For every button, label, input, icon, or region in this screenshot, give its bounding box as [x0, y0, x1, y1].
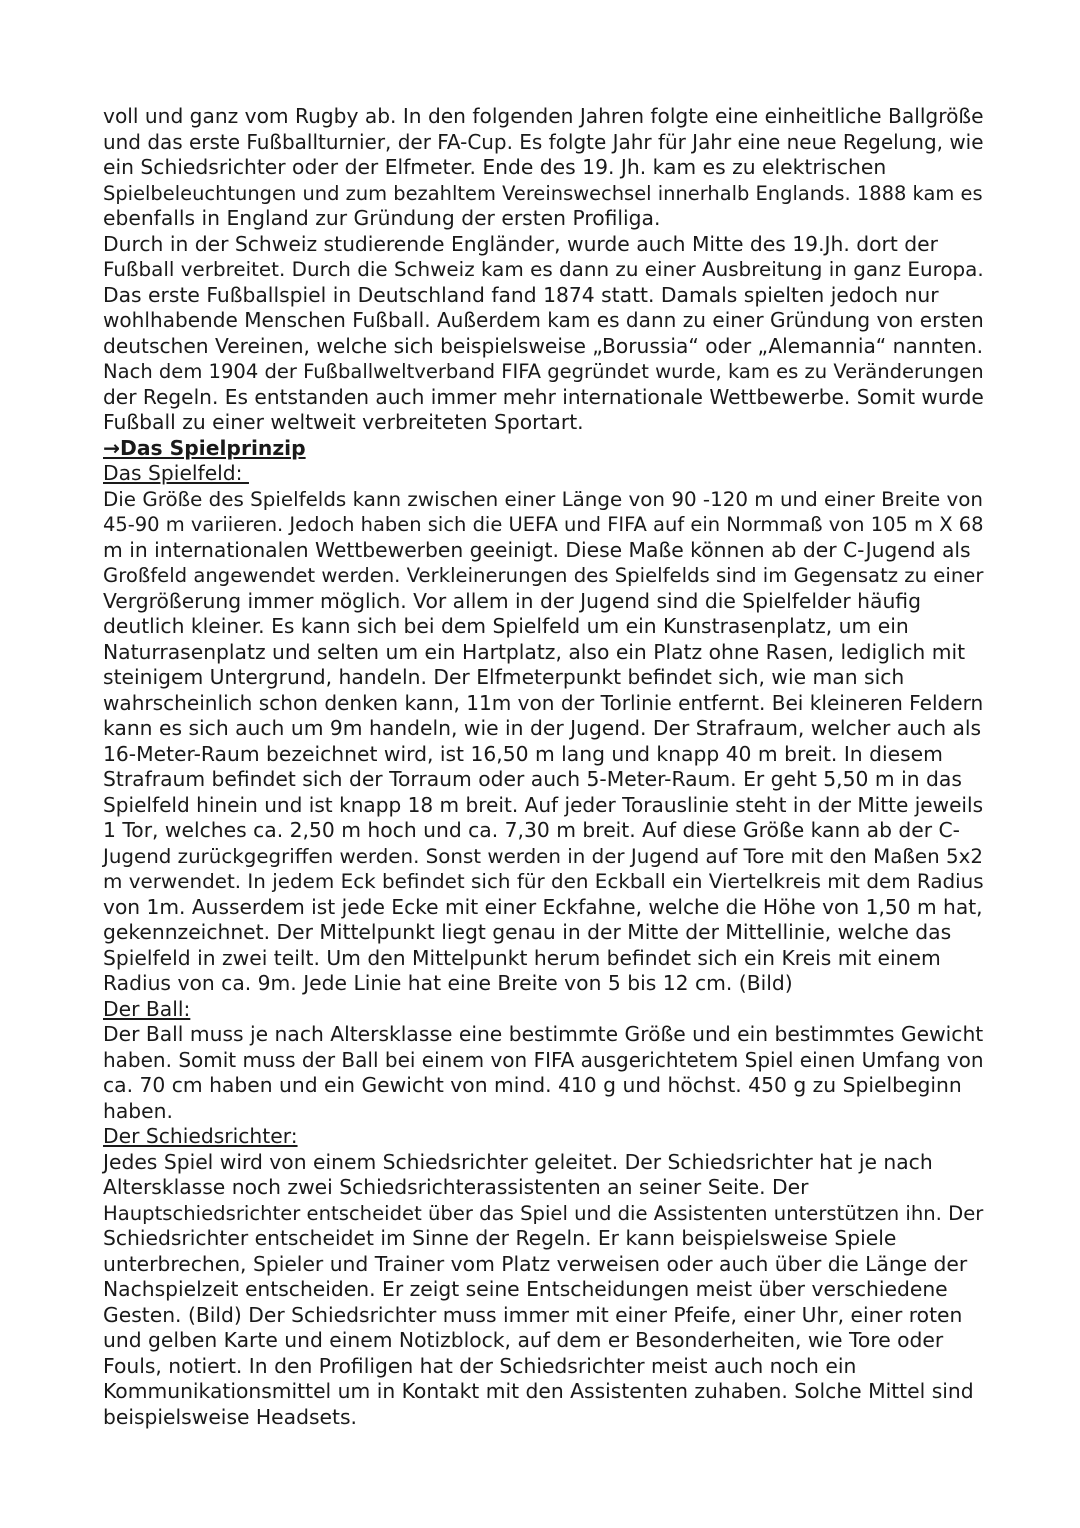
text-line: Spielfeld in zwei teilt. Um den Mittelpunkt herum befindet sich ein Kreis mit einem	[103, 945, 941, 970]
subheading-schiedsrichter: Der Schiedsrichter:	[103, 1124, 298, 1148]
text-line: Hauptschiedsrichter entscheidet über das Spiel und die Assistenten unterstützen ihn. Der	[103, 1201, 984, 1225]
text-line: m in internationalen Wettbewerben geeinigt. Diese Maße können ab der C-Jugend als	[103, 537, 971, 562]
text-line: deutlich kleiner. Es kann sich bei dem Spielfeld um ein Kunstrasenplatz, um ein	[103, 614, 909, 638]
subheading-ball: Der Ball:	[103, 996, 191, 1021]
text-line: 1 Tor, welches ca. 2,50 m hoch und ca. 7,30 m breit. Auf diese Größe kann ab der C-	[103, 818, 960, 842]
text-line: von 1m. Ausserdem ist jede Ecke mit einer Eckfahne, welche die Höhe von 1,50 m hat,	[103, 894, 983, 919]
text-line: Spielbeleuchtungen und zum bezahltem Vereinswechsel innerhalb Englands. 1888 kam es	[103, 181, 983, 205]
document-body	[103, 104, 983, 1430]
text-line: Fouls, notiert. In den Profiligen hat der Schiedsrichter meist auch noch ein	[103, 1353, 857, 1378]
text-line: Nach dem 1904 der Fußballweltverband FIFA gegründet wurde, kam es zu Veränderungen	[103, 360, 984, 383]
text-line: haben.	[103, 1098, 173, 1123]
text-line: haben. Somit muss der Ball bei einem von FIFA ausgerichtetem Spiel einen Umfang von	[103, 1047, 984, 1072]
subheading-spielfeld: Das Spielfeld:	[103, 461, 249, 485]
text-line: Jedes Spiel wird von einem Schiedsrichter geleitet. Der Schiedsrichter hat je nach	[103, 1149, 933, 1174]
text-line: Naturrasenplatz und selten um ein Hartplatz, also ein Platz ohne Rasen, lediglich mit	[103, 639, 966, 664]
text-line: 45-90 m variieren. Jedoch haben sich die UEFA und FIFA auf ein Normmaß von 105 m X 68	[103, 513, 984, 536]
text-line: beispielsweise Headsets.	[103, 1404, 357, 1429]
text-line: Vergrößerung immer möglich. Vor allem in der Jugend sind die Spielfelder häufig	[103, 588, 921, 613]
text-line: Altersklasse noch zwei Schiedsrichterassistenten an seiner Seite. Der	[103, 1175, 809, 1199]
text-line: unterbrechen, Spieler und Trainer vom Platz verweisen oder auch über die Länge der	[103, 1251, 968, 1276]
text-line: ca. 70 cm haben und ein Gewicht von mind. 410 g und höchst. 450 g zu Spielbeginn	[103, 1073, 962, 1097]
text-line: Die Größe des Spielfelds kann zwischen einer Länge von 90 -120 m und einer Breite von	[103, 487, 983, 511]
text-line: kann es sich auch um 9m handeln, wie in der Jugend. Der Strafraum, welcher auch als	[103, 716, 982, 740]
text-line: Das erste Fußballspiel in Deutschland fand 1874 statt. Damals spielten jedoch nur	[103, 282, 939, 307]
text-line: 16-Meter-Raum bezeichnet wird, ist 16,50 m lang und knapp 40 m breit. In diesem	[103, 741, 943, 766]
text-line: Gesten. (Bild) Der Schiedsrichter muss immer mit einer Pfeife, einer Uhr, einer roten	[103, 1302, 963, 1327]
text-line: Durch in der Schweiz studierende Engländer, wurde auch Mitte des 19.Jh. dort der	[103, 231, 938, 256]
section-heading-spielprinzip: →Das Spielprinzip	[103, 435, 306, 460]
text-line: und gelben Karte und einem Notizblock, auf dem er Besonderheiten, wie Tore oder	[103, 1328, 944, 1352]
text-line: Strafraum befindet sich der Torraum oder auch 5-Meter-Raum. Er geht 5,50 m in das	[103, 767, 962, 791]
text-line: wohlhabende Menschen Fußball. Außerdem kam es dann zu einer Gründung von ersten	[103, 308, 984, 332]
text-line: Radius von ca. 9m. Jede Linie hat eine Breite von 5 bis 12 cm. (Bild)	[103, 971, 793, 995]
text-line: Der Ball muss je nach Altersklasse eine bestimmte Größe und ein bestimmtes Gewicht	[103, 1022, 984, 1046]
text-line: deutschen Vereinen, welche sich beispielsweise „Borussia“ oder „Alemannia“ nannten.	[103, 333, 983, 358]
text-line: Schiedsrichter entscheidet im Sinne der Regeln. Er kann beispielsweise Spiele	[103, 1226, 897, 1250]
text-line: ebenfalls in England zur Gründung der ersten Profiliga.	[103, 206, 661, 230]
text-line: wahrscheinlich schon denken kann, 11m von der Torlinie entfernt. Bei kleineren Feldern	[103, 690, 984, 715]
text-line: Fußball verbreitet. Durch die Schweiz kam es dann zu einer Ausbreitung in ganz Europa.	[103, 258, 984, 281]
text-line: der Regeln. Es entstanden auch immer mehr internationale Wettbewerbe. Somit wurde	[103, 384, 984, 409]
text-line: Fußball zu einer weltweit verbreiteten Sportart.	[103, 410, 584, 434]
text-line: Nachspielzeit entscheiden. Er zeigt seine Entscheidungen meist über verschiedene	[103, 1277, 948, 1301]
text-line: steinigem Untergrund, handeln. Der Elfmeterpunkt befindet sich, wie man sich	[103, 665, 905, 689]
text-line: Großfeld angewendet werden. Verkleinerungen des Spielfelds sind im Gegensatz zu einer	[103, 564, 984, 587]
text-line: Jugend zurückgegriffen werden. Sonst werden in der Jugend auf Tore mit den Maßen 5x2	[103, 844, 983, 868]
text-line: voll und ganz vom Rugby ab. In den folgenden Jahren folgte eine einheitliche Ballgröße	[103, 104, 984, 128]
text-line: und das erste Fußballturnier, der FA-Cup. Es folgte Jahr für Jahr eine neue Regelung, wie	[103, 129, 984, 154]
text-line: m verwendet. In jedem Eck befindet sich für den Eckball ein Viertelkreis mit dem Radius	[103, 870, 984, 893]
text-line: Spielfeld hinein und ist knapp 18 m breit. Auf jeder Torauslinie steht in der Mitte jeweils	[103, 792, 984, 817]
text-line: ein Schiedsrichter oder der Elfmeter. Ende des 19. Jh. kam es zu elektrischen	[103, 155, 887, 179]
text-line: Kommunikationsmittel um in Kontakt mit den Assistenten zuhaben. Solche Mittel sind	[103, 1379, 974, 1403]
text-line: gekennzeichnet. Der Mittelpunkt liegt genau in der Mitte der Mittellinie, welche das	[103, 920, 952, 944]
